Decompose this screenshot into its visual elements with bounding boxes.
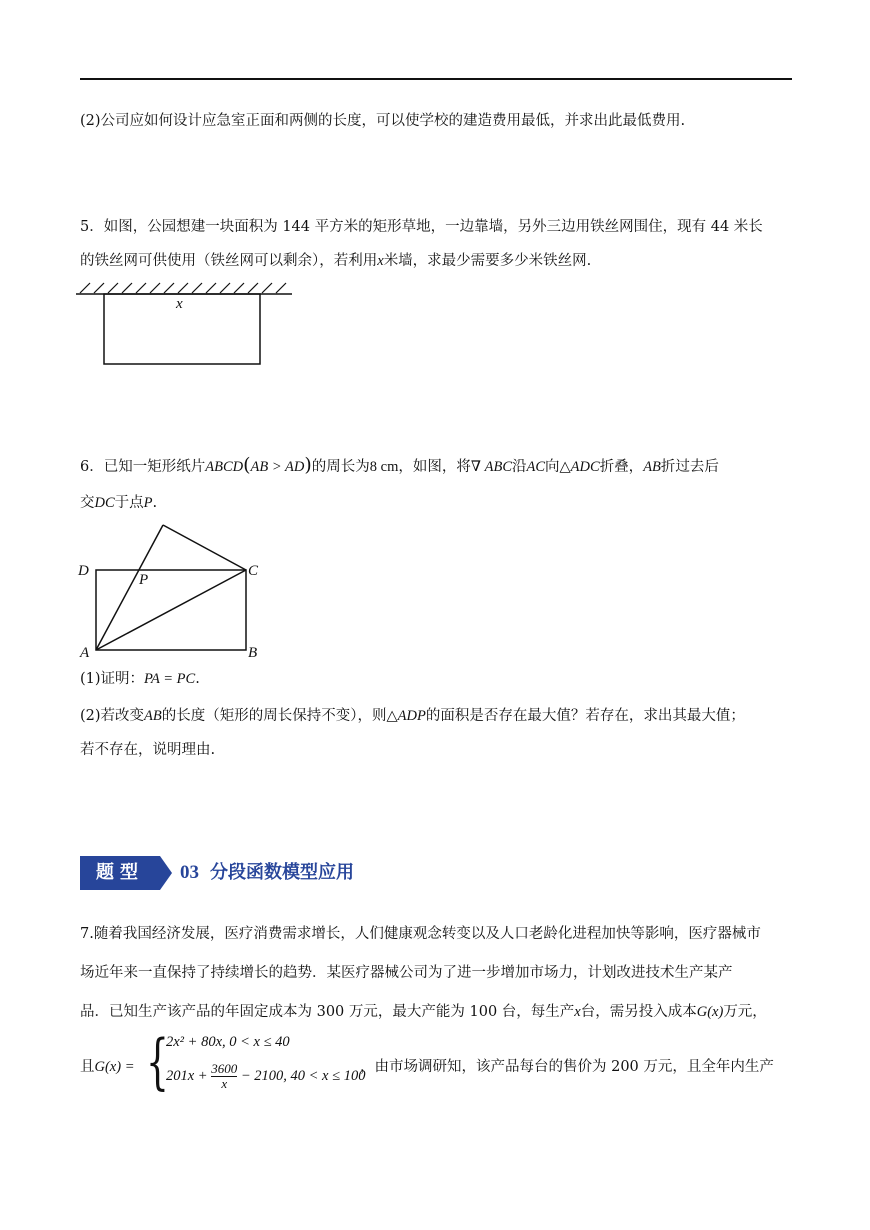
fig-label-c: C <box>248 563 259 579</box>
q6-part1: (1)证明：PA = PC. <box>80 671 200 687</box>
piecewise-case2: 201x + $\frac{3600}{x}$ − 2100, 40 < x ≤ 100 <box>166 1061 366 1091</box>
piecewise-case1: 2x² + 80x, 0 < x ≤ 40 <box>166 1034 290 1050</box>
q5-line2: 的铁丝网可供使用（铁丝网可以剩余），若利用x米墙，求最少需要多少米铁丝网. <box>80 253 592 269</box>
section-banner <box>80 856 380 890</box>
q7-line3: 品．已知生产该产品的年固定成本为 300 万元，最大产能为 100 台，每生产x台，需另投入成本G(x)万元， <box>80 1004 767 1020</box>
banner-badge: 题型 <box>80 856 160 890</box>
q4-part2: (2)公司应如何设计应急室正面和两侧的长度，可以使学校的建造费用最低，并求出此最低费用. <box>80 113 686 129</box>
banner-tip <box>160 856 172 890</box>
q6-part2-line1: (2)若改变AB的长度（矩形的周长保持不变），则△ADP的面积是否存在最大值？若存在，求出其最大值； <box>80 708 745 724</box>
q6-line1: 6．已知一矩形纸片ABCD(AB > AD)的周长为8 cm，如图，将∇ ABC沿AC向△ADC折叠，AB折过去后 <box>80 454 719 476</box>
folded-rectangle-figure <box>76 520 276 665</box>
q7-line4-prefix: 且G(x) = <box>80 1059 135 1075</box>
fig-label-d: D <box>78 563 89 579</box>
header-rule <box>80 78 792 80</box>
banner-title: 分段函数模型应用 <box>210 862 354 883</box>
fig-x-label: x <box>176 296 183 312</box>
banner-number: 03 <box>180 862 199 883</box>
fig-label-b: B <box>248 645 258 661</box>
q7-line2: 场近年来一直保持了持续增长的趋势．某医疗器械公司为了进一步增加市场力，计划改进技术生产某产 <box>80 965 733 981</box>
q5-line1: 5．如图，公园想建一块面积为 144 平方米的矩形草地，一边靠墙，另外三边用铁丝网围住，现有 44 米长 <box>80 219 763 235</box>
fig-label-a: A <box>80 645 90 661</box>
q6-line2: 交DC于点P. <box>80 495 158 511</box>
q7-line1: 7.随着我国经济发展，医疗消费需求增长，人们健康观念转变以及人口老龄化进程加快等影响，医疗器械市 <box>80 926 761 942</box>
q7-line4-suffix: ，由市场调研知，该产品每台的售价为 200 万元，且全年内生产 <box>360 1059 774 1075</box>
wall-rectangle-figure <box>76 280 296 370</box>
piecewise-brace: { <box>146 1027 169 1097</box>
q6-part2-line2: 若不存在，说明理由. <box>80 742 216 758</box>
piecewise-fraction: $\frac{3600}{x}$ <box>211 1061 238 1091</box>
fig-label-p: P <box>139 572 149 588</box>
